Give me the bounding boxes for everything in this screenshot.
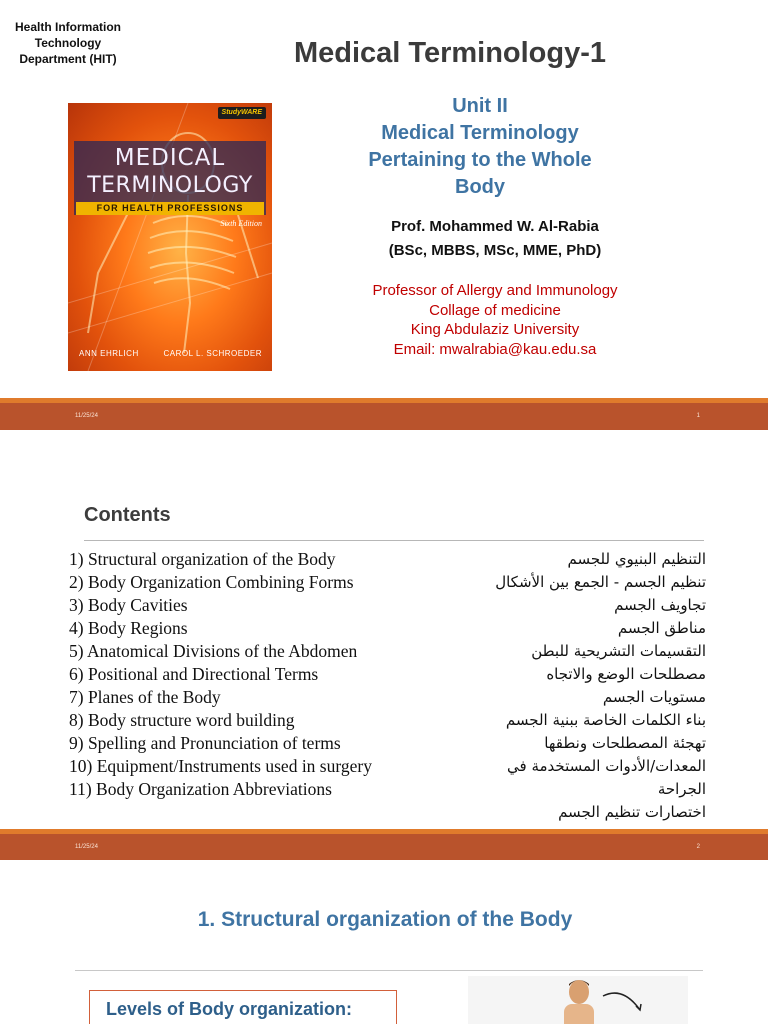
list-item: 5) Anatomical Divisions of the Abdomen — [69, 641, 358, 661]
professor-name: Prof. Mohammed W. Al-Rabia — [391, 218, 599, 235]
list-item: المعدات/الأدوات المستخدمة في — [507, 757, 706, 775]
email-line: Email: mwalrabia@kau.edu.sa — [393, 340, 597, 358]
list-item: اختصارات تنظيم الجسم — [558, 803, 706, 821]
professor-degrees: (BSc, MBBS, MSc, MME, PhD) — [388, 242, 602, 259]
list-item: 10) Equipment/Instruments used in surgery — [69, 756, 372, 776]
list-item: التقسيمات التشريحية للبطن — [531, 642, 706, 660]
slide-heading: 1. Structural organization of the Body — [197, 908, 573, 931]
list-item: 4) Body Regions — [69, 618, 188, 638]
affiliation-line: King Abdulaziz University — [410, 321, 580, 338]
person-icon — [468, 976, 688, 1024]
divider — [84, 540, 704, 541]
list-item: 1) Structural organization of the Body — [69, 549, 336, 569]
list-item: تجاويف الجسم — [614, 596, 706, 614]
slide-footer — [0, 829, 768, 861]
cover-author: CAROL L. SCHROEDER — [163, 349, 262, 358]
list-item: 2) Body Organization Combining Forms — [69, 572, 354, 592]
divider — [75, 970, 703, 971]
list-item: 9) Spelling and Pronunciation of terms — [69, 733, 341, 753]
list-item: مستويات الجسم — [602, 688, 706, 706]
list-item: 11) Body Organization Abbreviations — [69, 779, 332, 799]
cover-edition: Sixth Edition — [220, 219, 262, 228]
unit-line: Pertaining to the Whole — [368, 149, 592, 171]
department-line: Department (HIT) — [19, 52, 117, 66]
list-item: التنظيم البنيوي للجسم — [567, 550, 706, 568]
cover-title-line2: TERMINOLOGY — [87, 173, 253, 198]
department-line: Technology — [34, 36, 102, 50]
cover-subtitle: FOR HEALTH PROFESSIONS — [76, 202, 264, 215]
title-slide — [0, 0, 768, 431]
cover-author: ANN EHRLICH — [79, 349, 139, 358]
affiliation-line: Professor of Allergy and Immunology — [372, 282, 618, 299]
unit-line: Medical Terminology — [381, 122, 579, 144]
list-item: تهجئة المصطلحات ونطقها — [544, 734, 706, 752]
slide-footer — [0, 398, 768, 430]
list-item: 6) Positional and Directional Terms — [69, 664, 319, 684]
affiliation-block — [330, 281, 660, 359]
list-item: بناء الكلمات الخاصة ببنية الجسم — [505, 711, 706, 729]
affiliation-line: Collage of medicine — [429, 301, 561, 319]
contents-list-english — [69, 548, 409, 801]
unit-line: Unit II — [452, 95, 508, 117]
list-item: تنظيم الجسم - الجمع بين الأشكال — [495, 573, 706, 591]
contents-slide — [0, 431, 768, 860]
list-item: مصطلحات الوضع والاتجاه — [546, 665, 706, 683]
slide-title: Medical Terminology-1 — [293, 37, 607, 69]
studyware-badge: StudyWARE — [218, 107, 266, 119]
cover-title-line1: MEDICAL — [114, 145, 226, 171]
footer-date: 11/25/24 — [75, 844, 98, 850]
unit-line: Body — [455, 176, 505, 198]
levels-label: Levels of Body organization: — [106, 999, 353, 1019]
footer-page-number: 2 — [696, 844, 700, 850]
book-cover-image — [68, 103, 272, 371]
list-item: الجراحة — [657, 780, 706, 798]
structural-organization-slide — [0, 860, 768, 1024]
department-line: Health Information — [14, 20, 121, 34]
list-item: مناطق الجسم — [617, 619, 706, 637]
department-label — [8, 19, 128, 67]
list-item: 3) Body Cavities — [69, 595, 188, 615]
professor-block — [330, 215, 660, 263]
list-item: 7) Planes of the Body — [69, 687, 221, 707]
contents-heading: Contents — [84, 504, 171, 526]
body-figure-image — [468, 976, 688, 1024]
footer-page-number: 1 — [696, 413, 700, 419]
contents-list-arabic — [470, 548, 706, 824]
list-item: 8) Body structure word building — [69, 710, 295, 730]
levels-box — [89, 990, 397, 1024]
footer-date: 11/25/24 — [75, 413, 98, 419]
unit-title — [330, 93, 630, 201]
